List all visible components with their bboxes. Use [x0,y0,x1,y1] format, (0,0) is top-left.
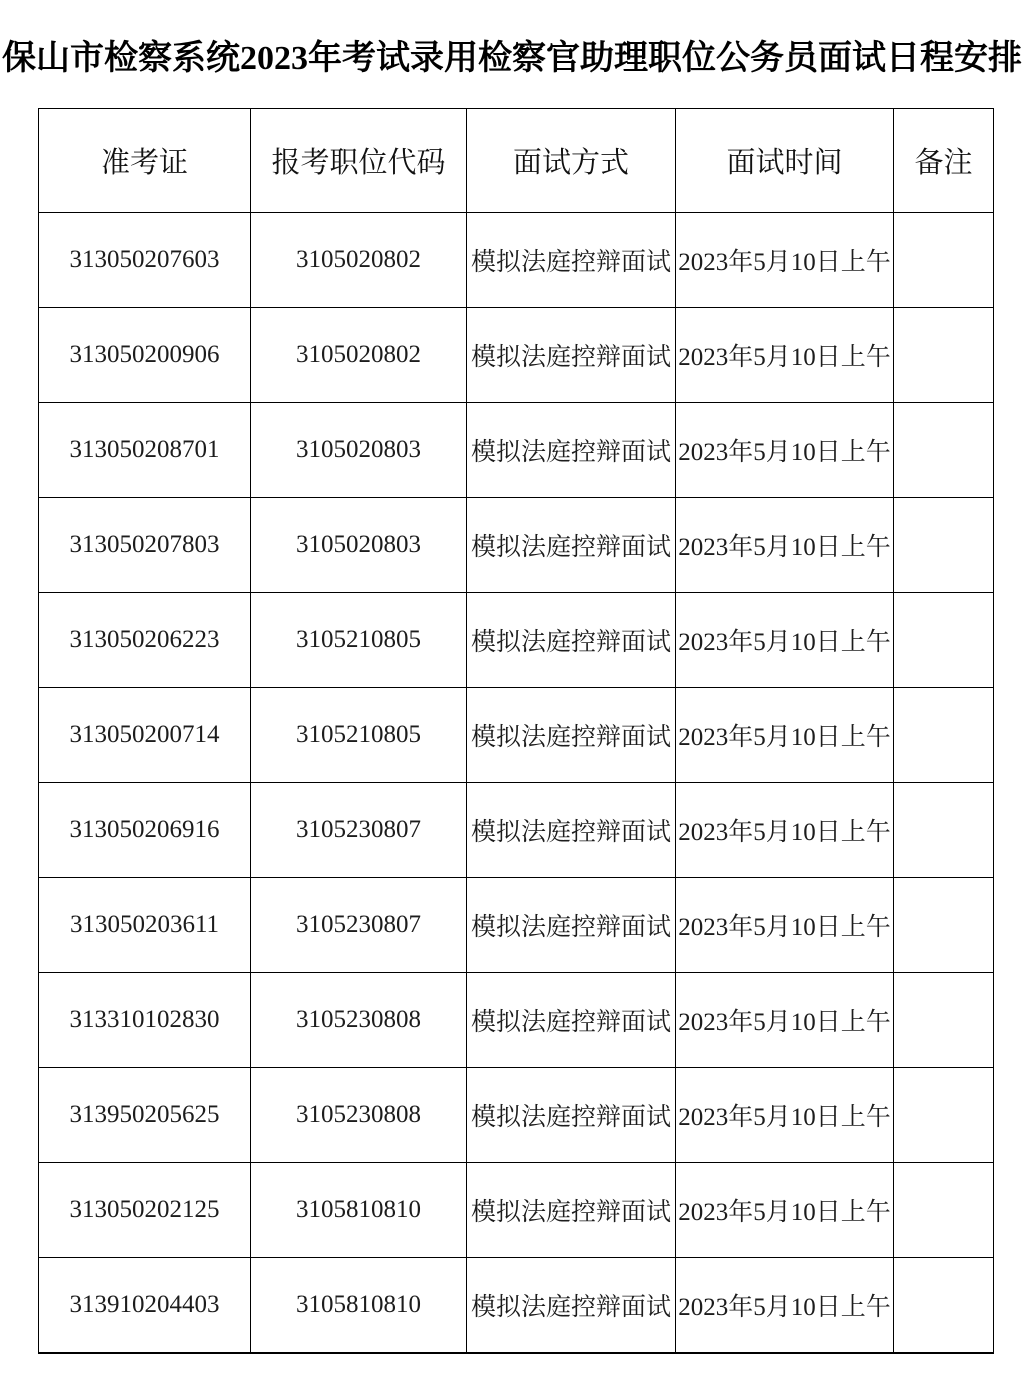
table-cell [894,213,994,308]
table-cell [894,498,994,593]
table-cell: 313050202125 [39,1163,251,1258]
table-cell [894,403,994,498]
table-cell: 模拟法庭控辩面试 [467,593,676,688]
table-cell [894,1163,994,1258]
table-body [39,213,994,1353]
table-cell: 3105810810 [251,1258,467,1353]
table-row [39,1068,994,1163]
table-header [39,109,994,213]
table-cell [894,1068,994,1163]
table-cell: 模拟法庭控辩面试 [467,1258,676,1353]
table-cell: 模拟法庭控辩面试 [467,783,676,878]
column-header-interview-time: 面试时间 [676,109,894,213]
table-cell: 2023年5月10日上午 [676,973,894,1068]
table-cell: 模拟法庭控辩面试 [467,973,676,1068]
table-cell: 313310102830 [39,973,251,1068]
table-cell: 2023年5月10日上午 [676,1258,894,1353]
table-cell: 313050208701 [39,403,251,498]
table-cell: 3105020803 [251,403,467,498]
table-cell: 3105020803 [251,498,467,593]
table-cell: 2023年5月10日上午 [676,213,894,308]
table-cell: 2023年5月10日上午 [676,498,894,593]
table-cell [894,1258,994,1353]
table-cell: 模拟法庭控辩面试 [467,308,676,403]
table-cell: 模拟法庭控辩面试 [467,213,676,308]
table-cell: 模拟法庭控辩面试 [467,498,676,593]
table-cell [894,593,994,688]
table-row [39,498,994,593]
table-cell: 2023年5月10日上午 [676,1163,894,1258]
table-cell: 3105230807 [251,783,467,878]
table-cell: 3105210805 [251,688,467,783]
table-cell [894,973,994,1068]
table-cell: 模拟法庭控辩面试 [467,878,676,973]
table-row [39,688,994,783]
table-cell: 模拟法庭控辩面试 [467,688,676,783]
column-header-position-code: 报考职位代码 [251,109,467,213]
table-cell: 3105020802 [251,213,467,308]
column-header-remarks: 备注 [894,109,994,213]
table-row [39,308,994,403]
table-cell: 3105230808 [251,973,467,1068]
column-header-interview-method: 面试方式 [467,109,676,213]
table-cell: 2023年5月10日上午 [676,1068,894,1163]
table-cell: 313050207603 [39,213,251,308]
table-cell [894,688,994,783]
table-cell [894,308,994,403]
table-cell: 313050206223 [39,593,251,688]
table-cell [894,878,994,973]
table-row [39,1163,994,1258]
table-cell: 2023年5月10日上午 [676,878,894,973]
table-row [39,403,994,498]
table-header-row [39,109,994,213]
table-cell: 313050200714 [39,688,251,783]
table-cell: 3105230807 [251,878,467,973]
table-cell: 313050203611 [39,878,251,973]
interview-schedule-table [38,108,994,1354]
table-cell: 2023年5月10日上午 [676,783,894,878]
table-cell: 2023年5月10日上午 [676,593,894,688]
table-cell: 模拟法庭控辩面试 [467,403,676,498]
table-cell: 模拟法庭控辩面试 [467,1068,676,1163]
page-title: 保山市检察系统2023年考试录用检察官助理职位公务员面试日程安排 [2,40,1022,77]
table-cell: 313910204403 [39,1258,251,1353]
table-cell: 3105020802 [251,308,467,403]
column-header-admission-ticket: 准考证 [39,109,251,213]
table-row [39,1258,994,1353]
table-cell: 2023年5月10日上午 [676,688,894,783]
table-row [39,878,994,973]
table-row [39,213,994,308]
table-cell: 313050207803 [39,498,251,593]
table-cell: 2023年5月10日上午 [676,403,894,498]
table-cell: 313950205625 [39,1068,251,1163]
table-cell: 3105230808 [251,1068,467,1163]
table-cell: 3105810810 [251,1163,467,1258]
table-cell: 2023年5月10日上午 [676,308,894,403]
table-row [39,783,994,878]
table-cell [894,783,994,878]
table-cell: 3105210805 [251,593,467,688]
table-cell: 313050206916 [39,783,251,878]
table-cell: 313050200906 [39,308,251,403]
table-row [39,593,994,688]
table-cell: 模拟法庭控辩面试 [467,1163,676,1258]
table-row [39,973,994,1068]
